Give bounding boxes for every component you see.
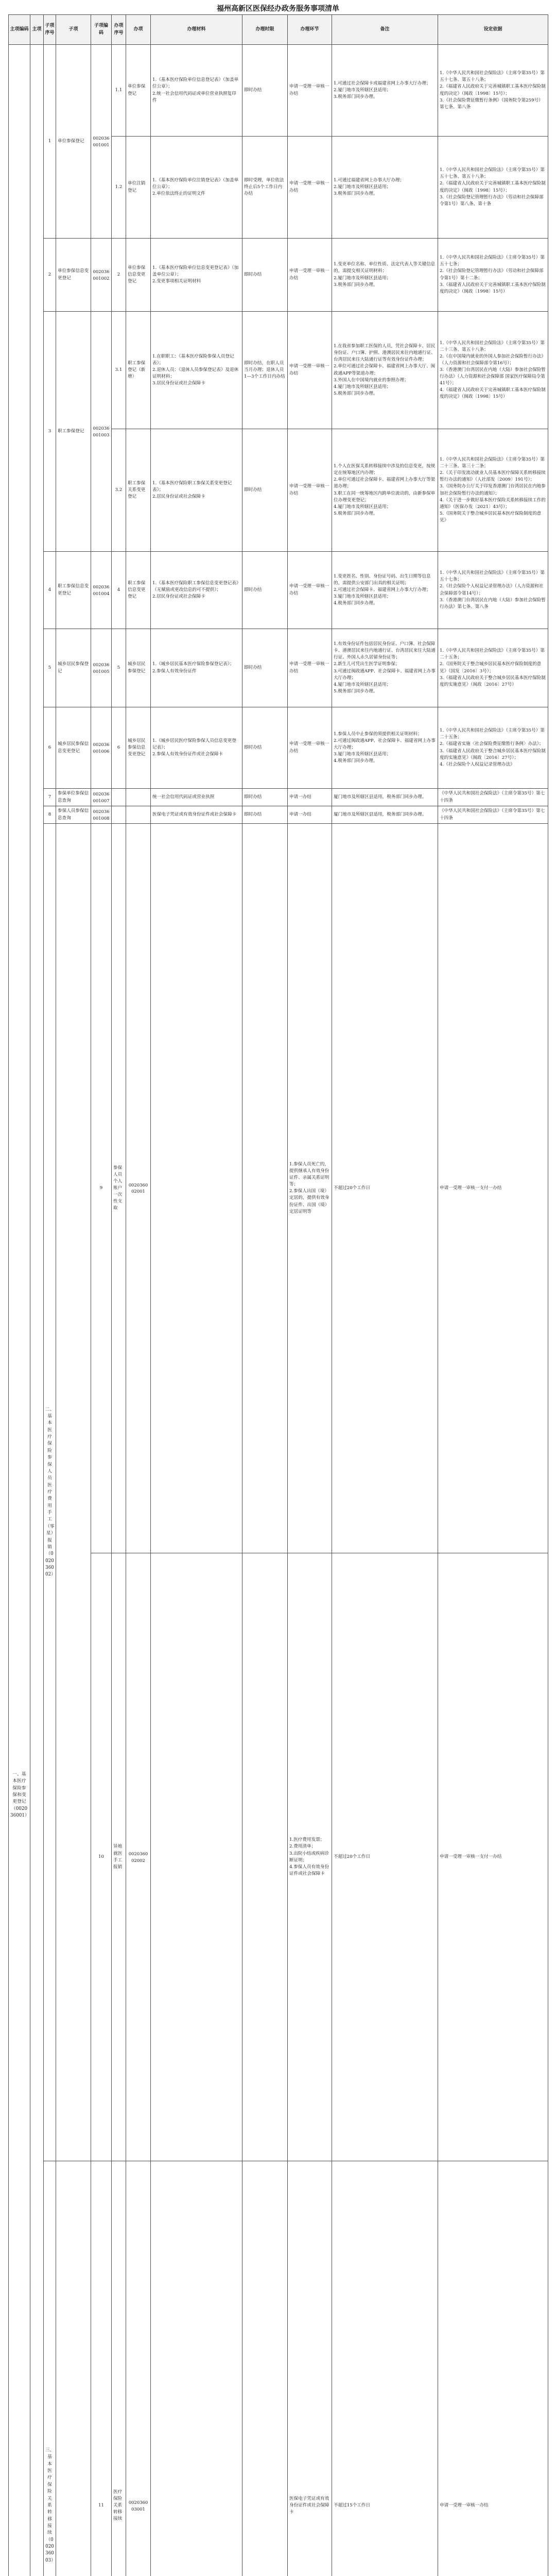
sub-seq-cell: 2 — [44, 239, 56, 312]
materials-cell: 1.《城乡居民基本医疗保险参保登记表》； 2.参保人有效身份证件 — [151, 629, 242, 707]
basis-cell: 1.《中华人民共和国社会保险法》（主席令第35号）第五十七条； 2.《社会保险登记管理暂行办法》（劳动和社会保障部令第1号）第十二条； 3.《福建省人民政府关于完善城镇职工基本医疗保险制度的决定》（闽政〔1998〕15号） — [438, 239, 548, 312]
time-limit-cell: 即时受理，单位依法终止后5个工作日内办结 — [242, 137, 288, 239]
materials-cell: 1.在职职工：《基本医疗保险参保人员登记表》； 2.退休人员：《退休人员参保登记表》及退休证明材料； 3.居民身份证或社会保障卡 — [151, 312, 242, 429]
sub-item-cell: 单位参保登记 — [56, 45, 91, 239]
handle-seq-cell: 6 — [112, 707, 126, 789]
handle-seq-cell: 4 — [112, 552, 126, 629]
steps-cell: 申请一办结 — [288, 789, 332, 806]
basis-cell: 1.《中华人民共和国社会保险法》（主席令第35号）第五十七条； 2.《社会保险个人权益记录管理办法》（人力资源和社会保障部令第14号）； 3.《香港澳门台湾居民在内地（大陆）参加社会保险暂行办法》第七条、第八条 — [438, 552, 548, 629]
sub-code-cell: 002036001008 — [91, 806, 112, 824]
materials-cell: 医保电子凭证或有效身份证件或社会保障卡 — [151, 806, 242, 824]
remarks-cell: 1.可通过福建省网上办事大厅办理； 2.厦门地市及所辖区县适用； 3.税务部门同步办理。 — [332, 137, 438, 239]
main-item-spacer — [56, 2161, 91, 2576]
handle-item-cell: 职工参保关系变更登记 — [126, 429, 151, 552]
basis-cell: 1.《中华人民共和国社会保险法》（主席令第35号）第二十三条、第三十二条； 2.《关于印发流动就业人员基本医疗保障关系转移接续暂行办法的通知》（人社部发〔2009〕191号）； 3.《国务院办公厅关于印发香港澳门台湾居民在内地参加社会保险暂行办法的通知》； 4.《关于进一步做好基本医疗保险关系转移接续工作的通知》（医保办发〔2021〕43号）； 5.《国务院关于整合城乡居民基本医疗保险制度的意见》 — [438, 429, 548, 552]
basis-cell: 1.《中华人民共和国社会保险法》（主席令第35号）第五十七条、第五十八条； 2.《福建省人民政府关于完善城镇职工基本医疗保险制度的决定》（闽政〔1998〕15号）； 3.《社会保险登记管理暂行办法》（劳动和社会保障部令第1号）第八条、第十条 — [438, 137, 548, 239]
handle-item-cell: 职工参保登记（新增） — [126, 312, 151, 429]
time-limit-cell: 即时办结 — [242, 707, 288, 789]
basis-cell: 1.《中华人民共和国社会保险法》（主席令第35号）第五十七条、第五十八条； 2.《福建省人民政府关于完善城镇职工基本医疗保险制度的决定》（闽政〔1998〕15号）； 3.《社会保险费征缴暂行条例》（国务院令第259号）第七条、第八条 — [438, 45, 548, 137]
handle-item-cell: 单位参保信息变更登记 — [126, 239, 151, 312]
materials-cell: 统一社会信用代码证或营业执照 — [151, 789, 242, 806]
handle-seq-cell: 5 — [112, 629, 126, 707]
handle-seq-cell — [151, 824, 242, 1553]
sub-item-cell: 参保人员参保信息查询 — [56, 806, 91, 824]
handle-item-cell — [126, 806, 151, 824]
handle-item-cell: 职工参保信息变更登记 — [126, 552, 151, 629]
materials-cell: 1.《基本医疗保险职工参保信息变更登记表》（无赋值或更改信息的可不提供）； 2.居民身份证或社会保障卡 — [151, 552, 242, 629]
time-limit-cell: 即时办结 — [242, 429, 288, 552]
steps-cell: 申请一受理一审核一办结 — [288, 707, 332, 789]
steps-cell: 申请一办结 — [288, 806, 332, 824]
handle-item-cell: 城乡居民参保信息变更登记 — [126, 707, 151, 789]
time-limit-cell: 不超过20个工作日 — [332, 824, 438, 1553]
table-row — [9, 239, 548, 312]
sub-code-cell: 002036001004 — [91, 552, 112, 629]
handle-seq-cell: 3.1 — [112, 312, 126, 429]
header-materials: 办理材料 — [151, 15, 242, 45]
header-sub-code: 子项编码 — [91, 15, 112, 45]
main-item-spacer — [56, 824, 91, 2161]
table-row — [9, 629, 548, 707]
header-handle-seq: 办项序号 — [112, 15, 126, 45]
materials-cell: 1.参保人员死亡的，提供继承人有效身份证件、亲属关系证明等； 2.参保人出国（境）定居的，提供有效身份证件、出国（境）定居证明等 — [288, 824, 332, 1553]
sub-seq-cell: 8 — [44, 806, 56, 824]
document-title: 福州高新区医保经办政务服务事项清单 — [8, 3, 548, 14]
sub-seq-cell: 10 — [91, 1553, 112, 2161]
basis-cell: 1.《中华人民共和国社会保险法》（主席令第35号）第二十五条； 2.《福建省实施〈社会保险费征缴暂行条例〉办法》； 3.《福建省人民政府关于整合城乡居民基本医疗保险制度的实施意见》（闽政〔2016〕27号）； 4.《社会保险个人权益记录管理办法》 — [438, 707, 548, 789]
sub-item-cell: 职工参保信息变更登记 — [56, 552, 91, 629]
steps-cell: 申请一受理一审核一办结 — [288, 552, 332, 629]
handle-seq-cell — [151, 2161, 242, 2576]
materials-cell: 医保电子凭证或有效身份证件或社会保障卡 — [288, 2161, 332, 2576]
handle-item-cell: 单位注销登记 — [126, 137, 151, 239]
handle-seq-cell: 1.1 — [112, 45, 126, 137]
basis-cell: 1.《中华人民共和国社会保险法》（主席令第35号）第二十五条； 2.《国务院关于整合城乡居民基本医疗保险制度的意见》（国发〔2016〕3号）； 3.《福建省人民政府关于整合城乡居民基本医疗保险制度的实施意见》（闽政〔2016〕27号） — [438, 629, 548, 707]
basis-cell: 《中华人民共和国社会保险法》（主席令第35号）第七十四条 — [438, 806, 548, 824]
sub-item-cell: 单位参保信息变更登记 — [56, 239, 91, 312]
handle-item-cell — [242, 2161, 288, 2576]
handle-seq-cell: 1.2 — [112, 137, 126, 239]
header-time-limit: 办理时限 — [242, 15, 288, 45]
sub-code-cell: 002036001002 — [91, 239, 112, 312]
materials-cell: 1.医疗费用发票； 2.费用清单； 3.出院小结或疾病诊断证明； 4.参保人员有效身份证件或社会保障卡 — [288, 1553, 332, 2161]
sub-item-cell: 参保人员个人账户一次性支取 — [112, 824, 126, 1553]
sub-item-cell: 职工参保登记 — [56, 312, 91, 552]
header-catalog: 主项编码 — [9, 15, 30, 45]
materials-cell: 1.《基本医疗保险职工参保关系变更登记表》； 2.居民身份证或社会保障卡 — [151, 429, 242, 552]
sub-seq-cell: 3 — [44, 312, 56, 552]
steps-cell: 申请一受理一审核一支付一办结 — [438, 1553, 548, 2161]
table-row — [9, 312, 548, 429]
sub-code-cell: 002036001005 — [91, 629, 112, 707]
handle-item-cell — [242, 1553, 288, 2161]
steps-cell: 申请一受理一审核一支付一办结 — [438, 824, 548, 1553]
handle-seq-cell: 2 — [112, 239, 126, 312]
remarks-cell: 1.在我省参加职工医保的人员，凭社会保障卡、居民身份证、户口簿、护照、港澳居民来往内地通行证、台湾居民来往大陆通行证等有效身份证件办理； 2.单位可通过社会保障卡、福建省网上办事大厅、闽政通APP等渠道办理； 3.外国人在中国境内就业的参照办理； 4.厦门地市及所辖区县适用； 5.税务部门同步办理。 — [332, 312, 438, 429]
basis-cell: 《中华人民共和国社会保险法》（主席令第35号）第七十四条 — [438, 789, 548, 806]
sub-code-cell: 002036001007 — [91, 789, 112, 806]
sub-code-cell: 002036001006 — [91, 707, 112, 789]
handle-item-cell: 单位参保登记 — [126, 45, 151, 137]
sub-seq-cell: 5 — [44, 629, 56, 707]
main-item-cell: 二、基本医疗保险参保人员医疗费用手工（零星）报销（002036002） — [44, 824, 56, 2161]
sub-code-cell: 002036002001 — [126, 824, 151, 1553]
time-limit-cell: 即时办结 — [242, 45, 288, 137]
steps-cell: 申请一受理一审核一办结 — [288, 239, 332, 312]
header-main-item: 主项 — [30, 15, 44, 45]
handle-seq-cell — [151, 1553, 242, 2161]
remarks-cell: 1.有效身份证件包括居民身份证、户口簿、社会保障卡、港澳居民来往内地通行证、台湾居民来往大陆通行证、外国人永久居留身份证等； 2.新生儿可凭出生医学证明参保； 3.可通过闽政通APP、社会保障卡、福建省网上办事大厅办理； 4.厦门地市及所辖区县适用； 5.税务部门同步办理。 — [332, 629, 438, 707]
remarks-cell: 1.变更姓名、性别、身份证号码、出生日期等信息的，需提供公安部门出具的相关证明； 2.可通过社会保障卡、福建省网上办事大厅办理； 3.厦门地市及所辖区县适用； 4.税务部门同步办理。 — [332, 552, 438, 629]
table-row — [9, 552, 548, 629]
sub-seq-cell: 9 — [91, 824, 112, 1553]
header-sub-item: 子项 — [56, 15, 91, 45]
table-row — [9, 2161, 548, 2576]
sub-code-cell: 002036001003 — [91, 312, 112, 552]
sub-seq-cell: 11 — [91, 2161, 112, 2576]
remarks-cell: 厦门地市及所辖区县适用，税务部门同步办理。 — [332, 789, 438, 806]
remarks-cell: 1.参保人员中止参保的须提供相关证明材料； 2.可通过闽政通APP、社会保障卡、福建省网上办事大厅办理； 3.厦门地市及所辖区县适用； 4.税务部门同步办理。 — [332, 707, 438, 789]
main-item-cell: 一、基本医疗保险参保和变更登记（002036001） — [9, 45, 30, 2576]
materials-cell: 1.《基本医疗保险单位注销登记表》（加盖单位公章）； 2.单位依法终止的证明文件 — [151, 137, 242, 239]
steps-cell: 申请一受理一审核一办结 — [288, 429, 332, 552]
materials-cell: 1.《城乡居民医疗保险参保人员信息变更登记表》； 2.参保人有效身份证件或社会保障卡 — [151, 707, 242, 789]
sub-seq-cell: 6 — [44, 707, 56, 789]
header-basis: 设定依据 — [438, 15, 548, 45]
remarks-cell: 1.个人在医保关系转移接续中涉及的信息变更，按规定在统筹地区内办理； 2.单位可通过社会保障卡、福建省网上办事大厅等渠道办理； 3.职工在同一统筹地区内跨单位流动的，由新参保单位办理变更登记； 4.厦门地市及所辖区县适用； 5.税务部门同步办理。 — [332, 429, 438, 552]
table-row — [9, 824, 548, 1553]
sub-seq-cell: 1 — [44, 45, 56, 239]
remarks-cell: 1.变更单位名称、单位性质、法定代表人等关键信息的，需提交相关证明材料； 2.厦门地市及所辖区县适用； 3.税务部门同步办理。 — [332, 239, 438, 312]
sub-code-cell: 002036002002 — [126, 1553, 151, 2161]
handle-item-cell — [126, 789, 151, 806]
remarks-cell: 1.可通过社会保障卡或福建省网上办事大厅办理； 2.厦门地市及所辖区县适用； 3.税务部门同步办理。 — [332, 45, 438, 137]
handle-seq-cell — [112, 806, 126, 824]
table-header-row — [9, 15, 548, 45]
steps-cell: 申请一受理一审核一办结 — [288, 137, 332, 239]
sub-code-cell: 002036003001 — [126, 2161, 151, 2576]
time-limit-cell: 即时办结 — [242, 789, 288, 806]
steps-cell: 申请一受理一审核一办结 — [288, 312, 332, 429]
service-items-table — [8, 14, 548, 2576]
table-row — [9, 789, 548, 806]
header-handle-item: 办项 — [126, 15, 151, 45]
time-limit-cell: 不超过20个工作日 — [332, 1553, 438, 2161]
sub-seq-cell: 7 — [44, 789, 56, 806]
header-remarks: 备注 — [332, 15, 438, 45]
sub-item-cell: 参保单位参保信息查询 — [56, 789, 91, 806]
handle-item-cell: 城乡居民参保登记 — [126, 629, 151, 707]
header-steps: 办理环节 — [288, 15, 332, 45]
sub-item-cell: 异地就医手工报销 — [112, 1553, 126, 2161]
materials-cell: 1.《基本医疗保险单位信息变更登记表》（加盖单位公章）； 2.变更事项相关证明材料 — [151, 239, 242, 312]
table-row — [9, 707, 548, 789]
time-limit-cell: 即时办结 — [242, 806, 288, 824]
time-limit-cell: 即时办结 — [242, 552, 288, 629]
time-limit-cell: 即时办结，在职人员当月办理；退休人员1—3个工作日内办结 — [242, 312, 288, 429]
handle-seq-cell — [112, 789, 126, 806]
sub-code-cell: 002036001001 — [91, 45, 112, 239]
table-row — [9, 45, 548, 137]
table-row — [9, 806, 548, 824]
steps-cell: 申请一受理一审核一办结 — [438, 2161, 548, 2576]
materials-cell: 1.《基本医疗保险单位信息登记表》（加盖单位公章）； 2.统一社会信用代码证或单位营业执照复印件 — [151, 45, 242, 137]
main-item-cell: 三、基本医疗保险关系转移接续（002036003） — [44, 2161, 56, 2576]
sub-item-cell: 医疗保险关系转移接续 — [112, 2161, 126, 2576]
sub-seq-cell: 4 — [44, 552, 56, 629]
steps-cell: 申请一受理一审核一办结 — [288, 45, 332, 137]
basis-cell: 1.《中华人民共和国社会保险法》（主席令第35号）第二十三条、第五十八条； 2.《在中国境内就业的外国人参加社会保险暂行办法》（人力资源和社会保障部令第16号）； 3.《香港澳门台湾居民在内地（大陆）参加社会保险暂行办法》（人力资源和社会保障部 国家医疗保障局令第41号）； 4.《福建省人民政府关于完善城镇职工基本医疗保险制度的决定》（闽政〔1998〕15号） — [438, 312, 548, 429]
remarks-cell: 厦门地市及所辖区县适用，税务部门同步办理。 — [332, 806, 438, 824]
header-sub-seq: 子项序号 — [44, 15, 56, 45]
handle-seq-cell: 3.2 — [112, 429, 126, 552]
main-item-spacer — [30, 45, 44, 2576]
steps-cell: 申请一受理一审核一办结 — [288, 629, 332, 707]
sub-item-cell: 城乡居民参保登记 — [56, 629, 91, 707]
time-limit-cell: 即时办结 — [242, 629, 288, 707]
time-limit-cell: 即时办结 — [242, 239, 288, 312]
handle-item-cell — [242, 824, 288, 1553]
time-limit-cell: 不超过15个工作日 — [332, 2161, 438, 2576]
table-body — [9, 45, 548, 2576]
sub-item-cell: 城乡居民参保信息变更登记 — [56, 707, 91, 789]
